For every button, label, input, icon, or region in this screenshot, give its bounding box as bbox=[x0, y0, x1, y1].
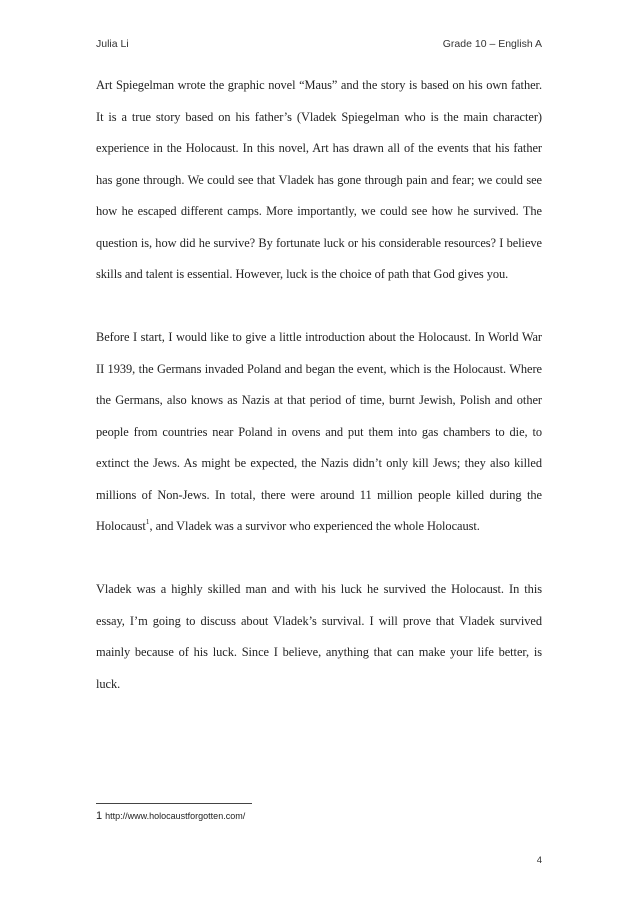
paragraph-2 bbox=[96, 322, 542, 543]
paragraph-3: Vladek was a highly skilled man and with his luck he survived the Holocaust. In this essay, I’m going to discuss about Vladek’s survival. I will prove that Vladek survived mainly because of his luck. Since I believe, anything that can make your life better, is luck. bbox=[96, 582, 542, 691]
footnote-number: 1 bbox=[96, 810, 103, 822]
paragraph-2-end: , and Vladek was a survivor who experienced the whole Holocaust. bbox=[149, 519, 480, 533]
paragraph-2-text: Before I start, I would like to give a little introduction about the Holocaust. In World War II 1939, the Germans invaded Poland and began the event, which is the Holocaust. Where the Germans, also knows as Nazis at that period of time, burnt Jewish, Polish and other people from countries near Poland in ovens and put them into gas chambers to die, to extinct the Jews. As might be expected, the Nazis didn’t only kill Jews; they also killed millions of Non-Jews. In total, there were around 11 million people killed during the Holocaust bbox=[96, 330, 542, 533]
footnote bbox=[96, 810, 245, 822]
paragraph-1: Art Spiegelman wrote the graphic novel “Maus” and the story is based on his own father. It is a true story based on his father’s (Vladek Spiegelman who is the main character) experience in the Holocaust. In this novel, Art has drawn all of the events that his father has gone through. We could see that Vladek has gone through pain and fear; we could see how he escaped different camps. More importantly, we could see how he survived. The question is, how did he survive? By fortunate luck or his considerable resources? I believe skills and talent is essential. However, luck is the choice of path that God gives you. bbox=[96, 78, 542, 281]
page-number: 4 bbox=[536, 855, 542, 866]
essay-body bbox=[96, 70, 542, 700]
header-author: Julia Li bbox=[96, 38, 129, 50]
footnote-reference[interactable]: 1 bbox=[145, 517, 150, 526]
footnote-link[interactable]: http://www.holocaustforgotten.com/ bbox=[105, 811, 246, 821]
footnote-divider bbox=[96, 803, 252, 804]
header-course: Grade 10 – English A bbox=[442, 38, 542, 50]
